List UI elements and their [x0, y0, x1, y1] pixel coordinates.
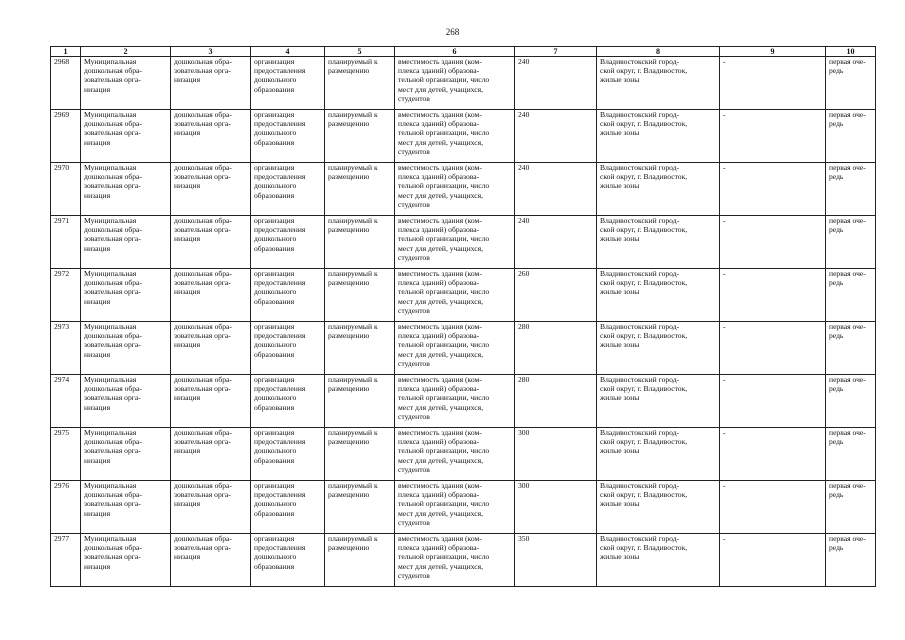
- table-body: [51, 57, 876, 587]
- location-cell: Владивостокский город- ской округ, г. Владивосток, жилые зоны: [597, 375, 720, 428]
- object-name-cell: Муниципальная дошкольная обра- зовательная орга- низация: [81, 428, 171, 481]
- object-type-cell: дошкольная обра- зовательная орга- низация: [171, 481, 251, 534]
- table-row: [51, 534, 876, 587]
- page-number: 268: [445, 27, 460, 37]
- column-header-10: 10: [826, 47, 876, 57]
- object-type-cell: дошкольная обра- зовательная орга- низация: [171, 57, 251, 110]
- implementation-stage-cell: первая оче- редь: [826, 216, 876, 269]
- implementation-stage-cell: первая оче- редь: [826, 481, 876, 534]
- table-row: [51, 57, 876, 110]
- object-status-cell: планируемый к размещению: [325, 428, 395, 481]
- characteristic-name-cell: вместимость здания (ком- плекса зданий) образова- тельной организации, число мест для детей, учащихся, студентов: [395, 216, 515, 269]
- characteristic-value-cell: 300: [515, 481, 597, 534]
- implementation-stage-cell: первая оче- редь: [826, 269, 876, 322]
- characteristic-value-cell: 350: [515, 534, 597, 587]
- column-header-7: 7: [515, 47, 597, 57]
- table-row: [51, 216, 876, 269]
- zone-characteristic-cell: -: [720, 110, 826, 163]
- characteristic-name-cell: вместимость здания (ком- плекса зданий) образова- тельной организации, число мест для детей, учащихся, студентов: [395, 57, 515, 110]
- characteristic-name-cell: вместимость здания (ком- плекса зданий) образова- тельной организации, число мест для детей, учащихся, студентов: [395, 110, 515, 163]
- location-cell: Владивостокский город- ской округ, г. Владивосток, жилые зоны: [597, 322, 720, 375]
- column-header-1: 1: [51, 47, 81, 57]
- table-row: [51, 481, 876, 534]
- object-purpose-cell: организация предоставления дошкольного образования: [251, 163, 325, 216]
- table-row: [51, 110, 876, 163]
- implementation-stage-cell: первая оче- редь: [826, 163, 876, 216]
- row-number-cell: 2971: [51, 216, 81, 269]
- object-name-cell: Муниципальная дошкольная обра- зовательная орга- низация: [81, 269, 171, 322]
- location-cell: Владивостокский город- ской округ, г. Владивосток, жилые зоны: [597, 534, 720, 587]
- implementation-stage-cell: первая оче- редь: [826, 110, 876, 163]
- row-number-cell: 2968: [51, 57, 81, 110]
- location-cell: Владивостокский город- ской округ, г. Владивосток, жилые зоны: [597, 428, 720, 481]
- table-row: [51, 322, 876, 375]
- characteristic-name-cell: вместимость здания (ком- плекса зданий) образова- тельной организации, число мест для детей, учащихся, студентов: [395, 428, 515, 481]
- characteristic-name-cell: вместимость здания (ком- плекса зданий) образова- тельной организации, число мест для детей, учащихся, студентов: [395, 163, 515, 216]
- column-header-2: 2: [81, 47, 171, 57]
- row-number-cell: 2969: [51, 110, 81, 163]
- object-name-cell: Муниципальная дошкольная обра- зовательная орга- низация: [81, 216, 171, 269]
- characteristic-value-cell: 300: [515, 428, 597, 481]
- location-cell: Владивостокский город- ской округ, г. Владивосток, жилые зоны: [597, 269, 720, 322]
- object-name-cell: Муниципальная дошкольная обра- зовательная орга- низация: [81, 163, 171, 216]
- object-status-cell: планируемый к размещению: [325, 269, 395, 322]
- object-type-cell: дошкольная обра- зовательная орга- низация: [171, 110, 251, 163]
- object-purpose-cell: организация предоставления дошкольного образования: [251, 216, 325, 269]
- object-status-cell: планируемый к размещению: [325, 534, 395, 587]
- location-cell: Владивостокский город- ской округ, г. Владивосток, жилые зоны: [597, 110, 720, 163]
- object-purpose-cell: организация предоставления дошкольного образования: [251, 375, 325, 428]
- characteristic-value-cell: 240: [515, 216, 597, 269]
- object-name-cell: Муниципальная дошкольная обра- зовательная орга- низация: [81, 481, 171, 534]
- table-row: [51, 163, 876, 216]
- zone-characteristic-cell: -: [720, 163, 826, 216]
- object-purpose-cell: организация предоставления дошкольного образования: [251, 534, 325, 587]
- zone-characteristic-cell: -: [720, 481, 826, 534]
- column-header-4: 4: [251, 47, 325, 57]
- object-name-cell: Муниципальная дошкольная обра- зовательная орга- низация: [81, 57, 171, 110]
- object-status-cell: планируемый к размещению: [325, 163, 395, 216]
- object-name-cell: Муниципальная дошкольная обра- зовательная орга- низация: [81, 322, 171, 375]
- characteristic-value-cell: 260: [515, 269, 597, 322]
- implementation-stage-cell: первая оче- редь: [826, 322, 876, 375]
- zone-characteristic-cell: -: [720, 428, 826, 481]
- location-cell: Владивостокский город- ской округ, г. Владивосток, жилые зоны: [597, 163, 720, 216]
- object-status-cell: планируемый к размещению: [325, 322, 395, 375]
- object-name-cell: Муниципальная дошкольная обра- зовательная орга- низация: [81, 110, 171, 163]
- object-purpose-cell: организация предоставления дошкольного образования: [251, 322, 325, 375]
- row-number-cell: 2977: [51, 534, 81, 587]
- object-type-cell: дошкольная обра- зовательная орга- низация: [171, 216, 251, 269]
- table-row: [51, 428, 876, 481]
- object-purpose-cell: организация предоставления дошкольного образования: [251, 428, 325, 481]
- zone-characteristic-cell: -: [720, 375, 826, 428]
- object-type-cell: дошкольная обра- зовательная орга- низация: [171, 163, 251, 216]
- column-header-8: 8: [597, 47, 720, 57]
- zone-characteristic-cell: -: [720, 216, 826, 269]
- zone-characteristic-cell: -: [720, 534, 826, 587]
- characteristic-name-cell: вместимость здания (ком- плекса зданий) образова- тельной организации, число мест для детей, учащихся, студентов: [395, 481, 515, 534]
- object-status-cell: планируемый к размещению: [325, 110, 395, 163]
- column-header-6: 6: [395, 47, 515, 57]
- characteristic-name-cell: вместимость здания (ком- плекса зданий) образова- тельной организации, число мест для детей, учащихся, студентов: [395, 375, 515, 428]
- object-type-cell: дошкольная обра- зовательная орга- низация: [171, 428, 251, 481]
- row-number-cell: 2973: [51, 322, 81, 375]
- characteristic-name-cell: вместимость здания (ком- плекса зданий) образова- тельной организации, число мест для детей, учащихся, студентов: [395, 269, 515, 322]
- object-status-cell: планируемый к размещению: [325, 57, 395, 110]
- implementation-stage-cell: первая оче- редь: [826, 534, 876, 587]
- implementation-stage-cell: первая оче- редь: [826, 57, 876, 110]
- column-header-3: 3: [171, 47, 251, 57]
- characteristic-name-cell: вместимость здания (ком- плекса зданий) образова- тельной организации, число мест для детей, учащихся, студентов: [395, 534, 515, 587]
- object-status-cell: планируемый к размещению: [325, 375, 395, 428]
- object-purpose-cell: организация предоставления дошкольного образования: [251, 57, 325, 110]
- zone-characteristic-cell: -: [720, 269, 826, 322]
- characteristic-value-cell: 280: [515, 375, 597, 428]
- row-number-cell: 2975: [51, 428, 81, 481]
- object-type-cell: дошкольная обра- зовательная орга- низация: [171, 534, 251, 587]
- object-purpose-cell: организация предоставления дошкольного образования: [251, 269, 325, 322]
- column-header-9: 9: [720, 47, 826, 57]
- object-type-cell: дошкольная обра- зовательная орга- низация: [171, 375, 251, 428]
- registry-table: [50, 46, 876, 587]
- object-name-cell: Муниципальная дошкольная обра- зовательная орга- низация: [81, 375, 171, 428]
- row-number-cell: 2976: [51, 481, 81, 534]
- characteristic-value-cell: 240: [515, 163, 597, 216]
- characteristic-value-cell: 280: [515, 322, 597, 375]
- row-number-cell: 2972: [51, 269, 81, 322]
- object-type-cell: дошкольная обра- зовательная орга- низация: [171, 322, 251, 375]
- implementation-stage-cell: первая оче- редь: [826, 428, 876, 481]
- location-cell: Владивостокский город- ской округ, г. Владивосток, жилые зоны: [597, 57, 720, 110]
- object-purpose-cell: организация предоставления дошкольного образования: [251, 110, 325, 163]
- object-name-cell: Муниципальная дошкольная обра- зовательная орга- низация: [81, 534, 171, 587]
- object-purpose-cell: организация предоставления дошкольного образования: [251, 481, 325, 534]
- location-cell: Владивостокский город- ской округ, г. Владивосток, жилые зоны: [597, 216, 720, 269]
- characteristic-value-cell: 240: [515, 110, 597, 163]
- row-number-cell: 2970: [51, 163, 81, 216]
- zone-characteristic-cell: -: [720, 57, 826, 110]
- table-row: [51, 375, 876, 428]
- column-header-5: 5: [325, 47, 395, 57]
- object-type-cell: дошкольная обра- зовательная орга- низация: [171, 269, 251, 322]
- table-row: [51, 269, 876, 322]
- header-row: [51, 47, 876, 57]
- characteristic-value-cell: 240: [515, 57, 597, 110]
- object-status-cell: планируемый к размещению: [325, 481, 395, 534]
- implementation-stage-cell: первая оче- редь: [826, 375, 876, 428]
- object-status-cell: планируемый к размещению: [325, 216, 395, 269]
- characteristic-name-cell: вместимость здания (ком- плекса зданий) образова- тельной организации, число мест для детей, учащихся, студентов: [395, 322, 515, 375]
- row-number-cell: 2974: [51, 375, 81, 428]
- zone-characteristic-cell: -: [720, 322, 826, 375]
- location-cell: Владивостокский город- ской округ, г. Владивосток, жилые зоны: [597, 481, 720, 534]
